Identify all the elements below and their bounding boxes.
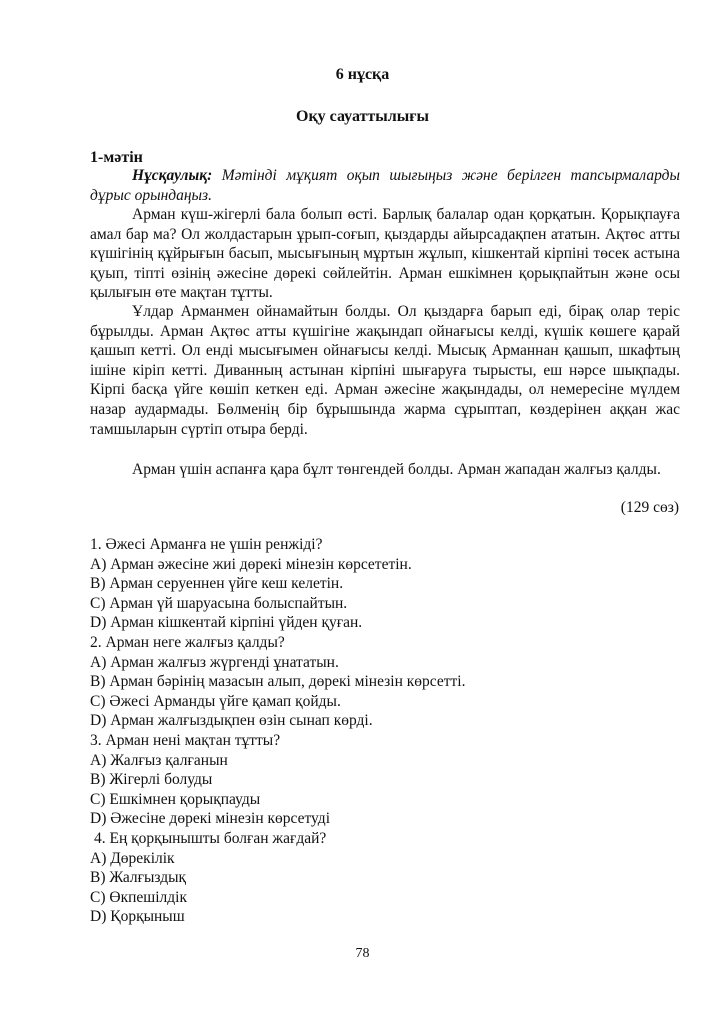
answer-option: A) Арман әжесіне жиі дөрекі мінезін көрсететін. — [90, 555, 412, 573]
answer-option: C) Өкпешілдік — [90, 888, 187, 906]
question-text: 3. Арман нені мақтан тұтты? — [90, 731, 281, 749]
answer-option: D) Қорқыныш — [90, 908, 185, 926]
paragraph — [90, 302, 680, 439]
answer-option: D) Арман жалғыздықпен өзін сынап көрді. — [90, 712, 373, 730]
paragraph-text: Арман үшін аспанға қара бұлт төнгендей болды. Арман жападан жалғыз қалды. — [132, 461, 661, 478]
answer-option: D) Арман кішкентай кірпіні үйден қуған. — [90, 614, 363, 632]
page-number: 78 — [355, 946, 370, 961]
word-count: (129 сөз) — [620, 499, 679, 516]
question-block — [90, 829, 650, 927]
answer-option: A) Арман жалғыз жүргенді ұнататын. — [90, 653, 339, 671]
answer-option: C) Әжесі Арманды үйге қамап қойды. — [90, 692, 341, 710]
question-block — [90, 633, 650, 731]
question-text: 1. Әжесі Арманға не үшін ренжіді? — [90, 536, 323, 553]
paragraph-text: Арман күш-жігерлі бала болып өсті. Барлық балалар одан қорқатын. Қорықпауға амал бар ма? Ол жолдастарын ұрып-соғып, қыздарды айырсадақпен ататын. Ақтөс атты күшігінің құйрығын басып, мысығының мұртын жұлып, кішкентай кірпіні төсек астына қуып, тіпті өзінің әжесіне дөрекі сөйлейтін. Арман ешкімнен қорықпайтын және осы қылығын өте мақтан тұтты. — [90, 206, 680, 302]
question-text: 4. Ең қорқынышты болған жағдай? — [94, 829, 327, 847]
paragraph — [90, 205, 680, 303]
question-block — [90, 535, 650, 633]
text-heading: 1-мәтін — [90, 149, 143, 166]
instruction-text: Мәтінді мұқият оқып шығыңыз және берілген тапсырмаларды дұрыс орындаңыз. — [90, 167, 680, 204]
answer-option: B) Жалғыздық — [90, 869, 187, 887]
answer-option: A) Дөрекілік — [90, 849, 175, 867]
answer-option: B) Арман серуеннен үйге кеш келетін. — [90, 575, 344, 593]
answer-option: B) Арман бәрінің мазасын алып, дөрекі мінезін көрсетті. — [90, 673, 466, 691]
instruction-label: Нұсқаулық: — [132, 167, 213, 184]
answer-option: A) Жалғыз қалғанын — [90, 751, 228, 769]
instruction — [90, 166, 680, 205]
question-block — [90, 731, 650, 829]
variant-title: 6 нұсқа — [335, 66, 390, 83]
paragraph-text: Ұлдар Арманмен ойнамайтын болды. Ол қыздарға барып еді, бірақ олар теріс бұрылды. Арман Ақтөс атты күшігіне жақындап ойнағысы келді, күшік көшеге қарай қашып кетті. Ол енді мысығымен ойнағысы келді. Мысық Арманнан қашып, шкафтың ішіне кіріп кетті. Диванның астынан кірпіні шығаруға тырысты, еш нәрсе шықпады. Кірпі басқа үйге көшіп кеткен еді. Арман әжесіне жақындады, ол немересіне мүлдем назар аудармады. Бөлменің бір бұрышында жарма сұрыптап, көздерінен аққан жас тамшыларын сүртіп отыра берді. — [90, 303, 680, 438]
answer-option: C) Арман үй шаруасына болыспайтын. — [90, 594, 348, 612]
answer-option: D) Әжесіне дөрекі мінезін көрсетуді — [90, 810, 331, 828]
question-list — [90, 535, 650, 927]
answer-option: B) Жігерлі болуды — [90, 771, 213, 789]
section-title: Оқу сауаттылығы — [296, 108, 429, 125]
paragraph — [90, 460, 680, 480]
answer-option: C) Ешкімнен қорықпауды — [90, 790, 261, 808]
question-text: 2. Арман неге жалғыз қалды? — [90, 633, 285, 651]
